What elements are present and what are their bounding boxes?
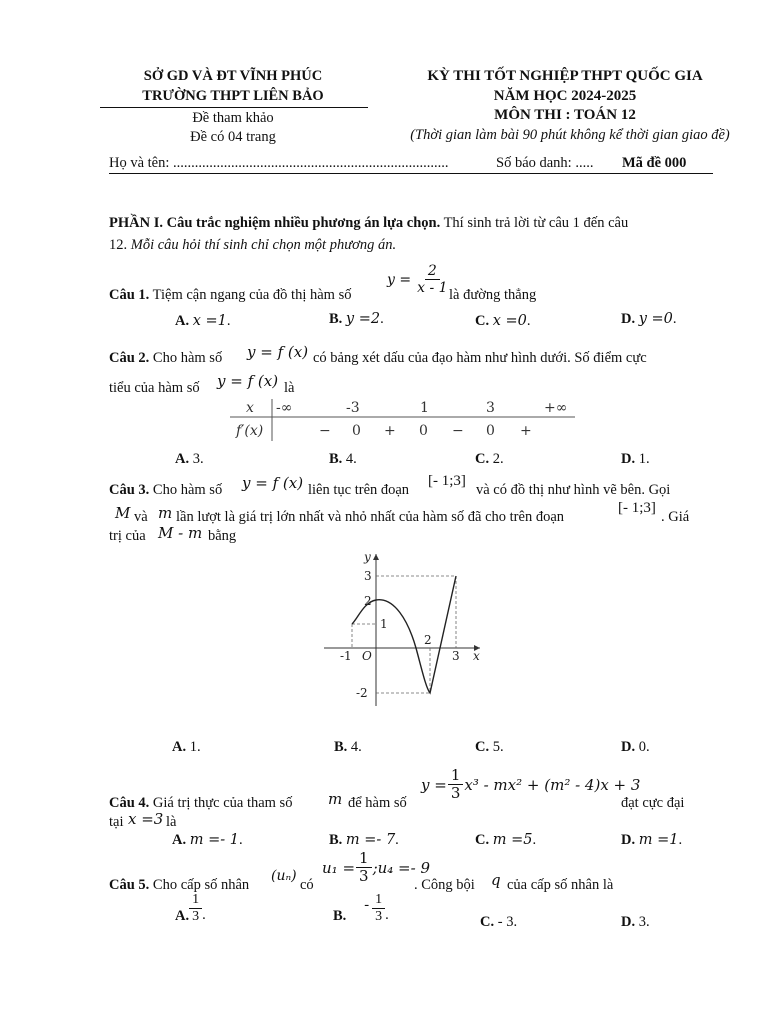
exam-type: Đề tham khảo (192, 110, 274, 126)
school-dept: SỞ GD VÀ ĐT VĨNH PHÚC (143, 68, 323, 84)
q1-text-after: là đường thẳng (449, 287, 537, 303)
q1-option-c[interactable]: C. x =0. (475, 313, 531, 329)
q2-line1: Câu 2. Cho hàm số (109, 350, 223, 366)
q5-line1: Câu 5. Cho cấp số nhân (109, 877, 250, 893)
q5-label: Câu 5. (109, 877, 150, 893)
graph-origin: O (362, 649, 372, 663)
q3-text7: trị của (109, 528, 146, 544)
time-limit: (Thời gian làm bài 90 phút không kể thời gian giao đề) (410, 127, 730, 143)
q2-table-s3: 0 (419, 423, 428, 439)
q5-option-b[interactable]: B. - $\frac{1}{3}$ . (333, 892, 389, 924)
q4-text2: để hàm số (348, 795, 407, 811)
q5-sequence: (uₙ) (271, 868, 297, 884)
exam-code: Mã đề 000 (622, 155, 687, 171)
subject: MÔN THI : TOÁN 12 (494, 107, 636, 123)
q3-interval2: [- 1;3] (618, 500, 656, 516)
graph-tick-x3: 3 (452, 649, 460, 663)
q1-func-num: 2 (425, 264, 440, 280)
q1-fraction (414, 264, 450, 295)
q4-fraction: $\frac{1}{3}$ (448, 768, 464, 801)
header-bottom-rule (109, 173, 713, 174)
q1-label: Câu 1. (109, 287, 150, 303)
q2-table-s0: − (319, 423, 331, 439)
q5-text2: có (300, 877, 314, 893)
graph-tick-xm1: -1 (340, 649, 352, 663)
q3-func: y = f (x) (242, 474, 304, 492)
q1-func-den: x - 1 (417, 280, 448, 296)
q2-func2: y = f (x) (217, 372, 279, 390)
q4-option-b[interactable]: B. m =- 7. (329, 832, 399, 848)
q4-line1: Câu 4. Giá trị thực của tham số (109, 795, 293, 811)
q2-table-x4: +∞ (544, 400, 568, 416)
q2-option-b[interactable]: B. 4. (329, 451, 357, 467)
q1-func-lhs: y = (387, 271, 412, 288)
q2-table-x2: 1 (420, 400, 429, 416)
q2-table-s1: 0 (352, 423, 361, 439)
q4-text4: tại (109, 814, 124, 830)
part1-heading (109, 212, 719, 256)
q2-table-row1-label: x (246, 400, 254, 416)
graph-tick-x2: 2 (424, 633, 432, 647)
part1-title: PHẦN I. Câu trắc nghiệm nhiều phương án lựa chọn. (109, 215, 441, 231)
school-name: TRƯỜNG THPT LIÊN BẢO (142, 88, 324, 104)
part1-instr-num: 12. (109, 237, 131, 253)
graph-tick-y2: 2 (364, 594, 372, 608)
q5-text4: của cấp số nhân là (507, 877, 614, 893)
q3-text4: và (134, 509, 148, 525)
graph-tick-y3: 3 (364, 569, 372, 583)
sbd-field[interactable]: Số báo danh: ..... (496, 155, 594, 171)
q5-option-c[interactable]: C. - 3. (480, 914, 518, 930)
q2-option-d[interactable]: D. 1. (621, 451, 650, 467)
q2-table-x1: -3 (346, 400, 360, 416)
q3-interval: [- 1;3] (428, 473, 466, 489)
name-field[interactable]: Họ và tên: ............................................................................ (109, 155, 449, 171)
page-count: Đề có 04 trang (190, 129, 276, 145)
q2-label: Câu 2. (109, 350, 150, 366)
q1-label-line (109, 287, 351, 304)
q3-option-c[interactable]: C. 5. (475, 739, 504, 755)
q4-text3: đạt cực đại (621, 795, 685, 811)
q1-option-a[interactable]: A. x =1. (175, 313, 231, 329)
q3-option-b[interactable]: B. 4. (334, 739, 362, 755)
q2-sign-table (228, 397, 578, 443)
q1-option-d[interactable]: D. y =0. (621, 311, 677, 327)
q2-table-s4: − (452, 423, 464, 439)
q4-option-d[interactable]: D. m =1. (621, 832, 683, 848)
q2-func: y = f (x) (247, 343, 309, 361)
exam-title: KỲ THI TỐT NGHIỆP THPT QUỐC GIA (427, 68, 703, 84)
q3-text8: bằng (208, 528, 237, 544)
q4-condition: x =3 (128, 810, 164, 828)
q2-table-x3: 3 (486, 400, 495, 416)
q2-text3: tiểu của hàm số (109, 380, 200, 396)
q5-u1-fraction: $\frac{1}{3}$ (356, 851, 372, 884)
q3-text5: lần lượt là giá trị lớn nhất và nhỏ nhất của hàm số đã cho trên đoạn (176, 509, 565, 525)
q4-option-a[interactable]: A. m =- 1. (172, 832, 243, 848)
q1-text: Tiệm cận ngang của đồ thị hàm số (149, 287, 352, 303)
q2-option-c[interactable]: C. 2. (475, 451, 504, 467)
q3-label: Câu 3. (109, 482, 150, 498)
graph-x-label: x (473, 649, 480, 663)
q2-table-s2: + (384, 423, 396, 439)
q2-table-s5: 0 (486, 423, 495, 439)
q5-var-q: q (491, 871, 501, 889)
q3-option-a[interactable]: A. 1. (172, 739, 201, 755)
part1-instr: Thí sinh trả lời từ câu 1 đến câu (440, 215, 629, 231)
q3-var-m: m (158, 504, 173, 522)
q5-text3: . Công bội (414, 877, 475, 893)
q2-table-x0: -∞ (276, 400, 293, 416)
q2-text2: có bảng xét dấu của đạo hàm như hình dưới. Số điểm cực (313, 350, 647, 366)
header-left-underline (100, 107, 368, 108)
q4-function: y = $\frac{1}{3}$ x³ - mx² + (m² - 4)x + 3 (421, 766, 641, 802)
q5-option-d[interactable]: D. 3. (621, 914, 650, 930)
school-year: NĂM HỌC 2024-2025 (493, 88, 637, 104)
graph-y-label: y (364, 550, 371, 564)
q2-text4: là (284, 380, 295, 396)
graph-tick-ym2: -2 (356, 686, 368, 700)
q3-graph (316, 548, 488, 708)
q3-var-M: M (115, 504, 131, 522)
q3-text2: liên tục trên đoạn (308, 482, 410, 498)
q5-option-a[interactable]: A. $\frac{1}{3}$ . (175, 892, 206, 924)
graph-tick-y1: 1 (380, 617, 388, 631)
part1-instr-italic: Mỗi câu hỏi thí sinh chỉ chọn một phương án. (130, 237, 397, 253)
q4-option-c[interactable]: C. m =5. (475, 832, 537, 848)
q1-function (387, 264, 451, 295)
q3-text6: . Giá (661, 509, 690, 525)
q1-option-b[interactable]: B. y =2. (329, 311, 384, 327)
q2-option-a[interactable]: A. 3. (175, 451, 204, 467)
q3-line1: Câu 3. Cho hàm số (109, 482, 223, 498)
q2-table-s6: + (520, 423, 532, 439)
q4-label: Câu 4. (109, 795, 150, 811)
q4-text5: là (166, 814, 177, 830)
q3-text3: và có đồ thị như hình vẽ bên. Gọi (476, 482, 671, 498)
q3-option-d[interactable]: D. 0. (621, 739, 650, 755)
q3-expr: M - m (158, 524, 203, 542)
q2-table-row2-label: f′(x) (236, 423, 264, 439)
q4-var-m: m (328, 790, 343, 808)
q5-condition: u₁ = $\frac{1}{3}$ ;u₄ =- 9 (322, 849, 431, 885)
